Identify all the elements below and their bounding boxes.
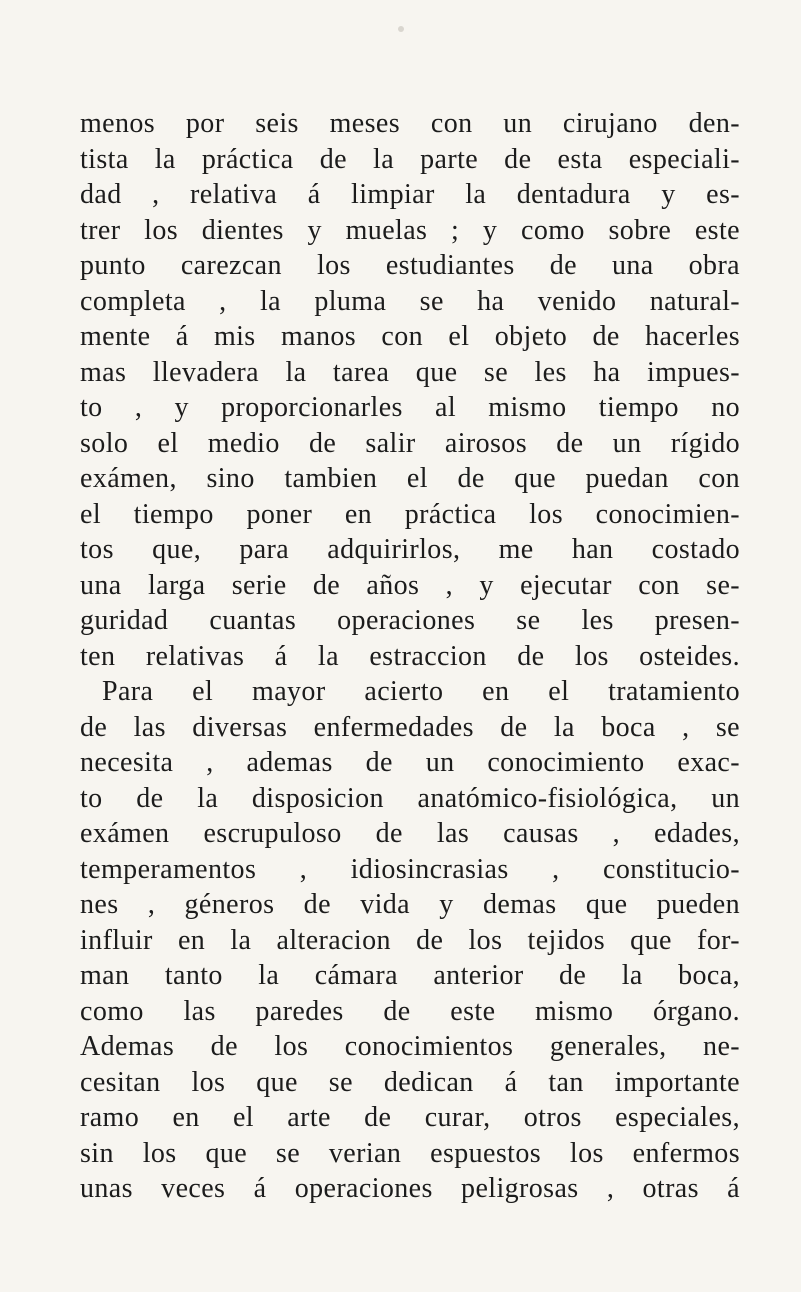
- text-line: necesita , ademas de un conocimiento exac-: [80, 747, 740, 778]
- text-line: man tanto la cámara anterior de la boca,: [80, 960, 740, 991]
- text-line: exámen, sino tambien el de que puedan con: [80, 463, 740, 494]
- text-line: tos que, para adquirirlos, me han costado: [80, 534, 740, 565]
- text-line: to , y proporcionarles al mismo tiempo no: [80, 392, 740, 423]
- paragraph-start-line: Para el mayor acierto en el tratamiento: [102, 676, 740, 707]
- text-line: influir en la alteracion de los tejidos que for-: [80, 924, 740, 956]
- text-line: Ademas de los conocimientos generales, ne-: [80, 1031, 740, 1062]
- text-line: dad , relativa á limpiar la dentadura y es-: [80, 179, 740, 210]
- body-text: [80, 106, 740, 1207]
- text-line: unas veces á operaciones peligrosas , otras á: [80, 1173, 740, 1204]
- text-line: temperamentos , idiosincrasias , constitucio-: [80, 853, 740, 885]
- text-line: como las paredes de este mismo órgano.: [80, 995, 740, 1027]
- text-line: sin los que se verian espuestos los enfermos: [80, 1137, 740, 1169]
- paper-speck: [398, 26, 404, 32]
- text-line: ramo en el arte de curar, otros especiales,: [80, 1102, 740, 1133]
- text-line: tista la práctica de la parte de esta especiali-: [80, 143, 740, 175]
- text-line: guridad cuantas operaciones se les presen-: [80, 605, 740, 636]
- text-line: exámen escrupuloso de las causas , edades,: [80, 818, 740, 849]
- text-line: punto carezcan los estudiantes de una obra: [80, 250, 740, 281]
- text-line: mente á mis manos con el objeto de hacerles: [80, 321, 740, 352]
- text-line: cesitan los que se dedican á tan importante: [80, 1066, 740, 1098]
- text-line: nes , géneros de vida y demas que pueden: [80, 889, 740, 920]
- text-line: completa , la pluma se ha venido natural-: [80, 285, 740, 317]
- text-line: el tiempo poner en práctica los conocimien-: [80, 498, 740, 530]
- text-line: mas llevadera la tarea que se les ha impues-: [80, 356, 740, 388]
- text-line: to de la disposicion anatómico-fisiológica, un: [80, 782, 740, 814]
- text-line: una larga serie de años , y ejecutar con se-: [80, 569, 740, 601]
- text-line: solo el medio de salir airosos de un rígido: [80, 427, 740, 459]
- text-line: menos por seis meses con un cirujano den-: [80, 108, 740, 139]
- text-line: de las diversas enfermedades de la boca , se: [80, 711, 740, 743]
- text-line: trer los dientes y muelas ; y como sobre este: [80, 214, 740, 246]
- text-line: ten relativas á la estraccion de los osteides.: [80, 640, 740, 672]
